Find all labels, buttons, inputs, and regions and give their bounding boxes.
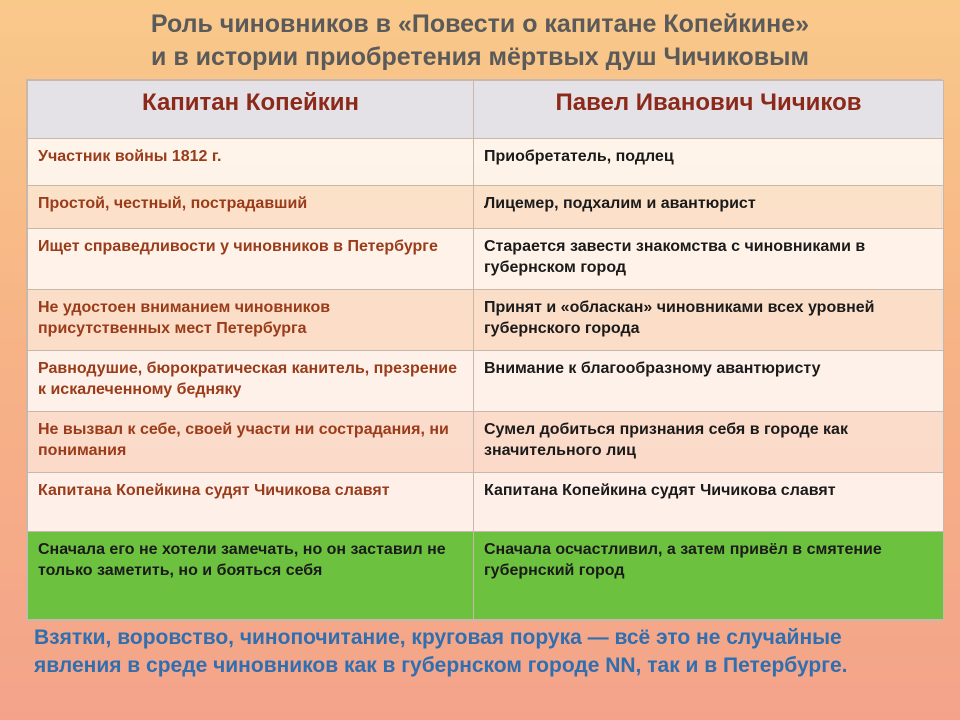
table-cell: Участник войны 1812 г. bbox=[28, 139, 474, 186]
table-cell: Ищет справедливости у чиновников в Петербурге bbox=[28, 229, 474, 290]
table-cell: Равнодушие, бюрократическая канитель, презрение к искалеченному бедняку bbox=[28, 351, 474, 412]
table-cell: Не удостоен вниманием чиновников присутственных мест Петербурга bbox=[28, 290, 474, 351]
title-line-2: и в истории приобретения мёртвых душ Чичиковым bbox=[151, 43, 809, 71]
table-cell: Капитана Копейкина судят Чичикова славят bbox=[474, 473, 944, 532]
table-cell: Принят и «обласкан» чиновниками всех уровней губернского города bbox=[474, 290, 944, 351]
table-row bbox=[28, 473, 944, 532]
table-row bbox=[28, 229, 944, 290]
table-row bbox=[28, 412, 944, 473]
table-cell: Простой, честный, пострадавший bbox=[28, 186, 474, 229]
table-cell: Внимание к благообразному авантюристу bbox=[474, 351, 944, 412]
table-cell: Капитана Копейкина судят Чичикова славят bbox=[28, 473, 474, 532]
table-cell: Сначала осчастливил, а затем привёл в смятение губернский город bbox=[474, 532, 944, 620]
table-cell: Приобретатель, подлец bbox=[474, 139, 944, 186]
footer-note: Взятки, воровство, чинопочитание, круговая порука — всё это не случайные явления в среде чиновников как в губернском городе NN, так и в Петербурге. bbox=[34, 626, 848, 677]
table-row bbox=[28, 290, 944, 351]
title-line-1: Роль чиновников в «Повести о капитане Копейкине» bbox=[150, 10, 810, 38]
table-cell: Сначала его не хотели замечать, но он заставил не только заметить, но и бояться себя bbox=[28, 532, 474, 620]
table-cell: Лицемер, подхалим и авантюрист bbox=[474, 186, 944, 229]
table-cell: Не вызвал к себе, своей участи ни сострадания, ни понимания bbox=[28, 412, 474, 473]
table-cell: Старается завести знакомства с чиновниками в губернском город bbox=[474, 229, 944, 290]
table-row bbox=[28, 186, 944, 229]
header-chichikov: Павел Иванович Чичиков bbox=[474, 81, 944, 139]
comparison-table bbox=[27, 80, 944, 620]
table-row bbox=[28, 139, 944, 186]
comparison-table-wrap bbox=[26, 79, 942, 621]
table-row-highlighted bbox=[28, 532, 944, 620]
slide-title bbox=[0, 8, 960, 74]
table-row bbox=[28, 351, 944, 412]
table-header-row bbox=[28, 81, 944, 139]
header-kopeikin: Капитан Копейкин bbox=[28, 81, 474, 139]
table-cell: Сумел добиться признания себя в городе как значительного лиц bbox=[474, 412, 944, 473]
